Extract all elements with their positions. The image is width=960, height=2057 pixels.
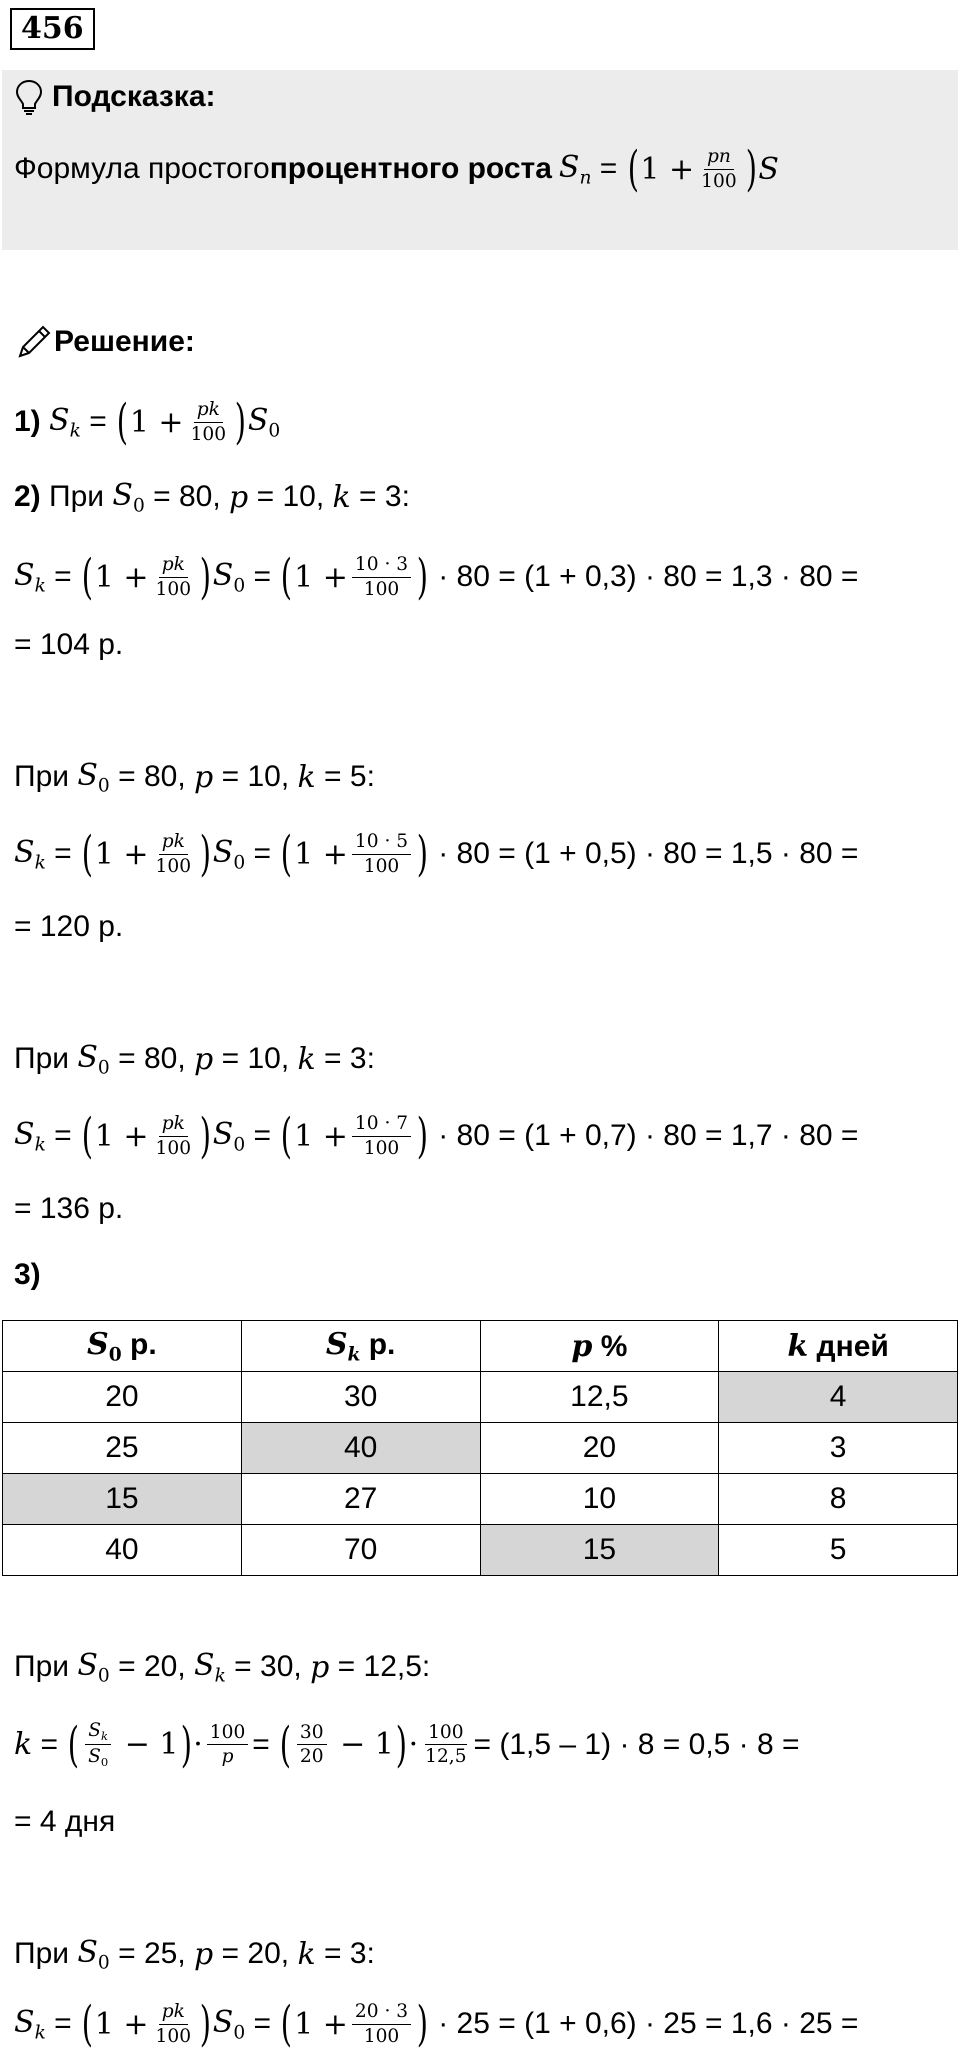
hint-title-text: Подсказка: (52, 80, 216, 113)
table-cell: 20 (480, 1423, 719, 1474)
table-header-row (3, 1321, 958, 1372)
hint-fraction: $\frac{pn}{100}$ (701, 146, 737, 192)
part2-condition-3: При $S_0$ = 80 , p = 10 , k = 3 : (14, 1040, 375, 1079)
hint-formula: Формула простого процентного роста $S_n$ = ( 1 + $\frac{pn}{100}$ ) S (14, 141, 779, 197)
table-cell: 3 (719, 1423, 958, 1474)
table-cell: 20 (3, 1372, 242, 1423)
table-cell-answer: 4 (719, 1372, 958, 1423)
part3-result-a: = 4 дня (14, 1805, 116, 1838)
table-cell: 30 (241, 1372, 480, 1423)
hint-title (14, 78, 216, 116)
part1-label: 1) (14, 405, 41, 438)
part3-formula-a: k = ( $\frac{S_k}{S_0}$ − 1 ) · $\frac{100}{p}$ = ( $\frac{30}{20}$ − 1 ) · $\frac{100}{12,5}$ = (1,5 – 1) · 8 = 0,5 · 8 = (14, 1716, 800, 1773)
pencil-icon (14, 322, 54, 362)
part2-condition-1: 2) При $S_0$ = 80 , p = 10 , k = 3 : (14, 478, 410, 517)
table-cell: 10 (480, 1474, 719, 1525)
table-cell: 40 (3, 1525, 242, 1576)
table-cell: 70 (241, 1525, 480, 1576)
part2-result-3: = 136 р. (14, 1192, 124, 1225)
table-cell: 8 (719, 1474, 958, 1525)
table-cell: 25 (3, 1423, 242, 1474)
table-row (3, 1372, 958, 1423)
table-cell-answer: 15 (3, 1474, 242, 1525)
part3-label: 3) (14, 1258, 41, 1291)
table-row (3, 1423, 958, 1474)
part3-condition-a: При $S_0$ = 20 , $S_k$ = 30 , p = 12,5 : (14, 1648, 431, 1687)
table-cell: 12,5 (480, 1372, 719, 1423)
header-k: k дней (719, 1321, 958, 1372)
part3-formula-b: $S_k$ = ( 1 + $\frac{pk}{100}$ ) $S_0$ = ( 1 + $\frac{20 \cdot 3}{100}$ ) · 25 = (1 + 0,6) · 25 = 1,6 · 25 = (14, 1996, 859, 2052)
hint-text-prefix: Формула простого (14, 152, 270, 185)
part2-formula-2: $S_k$ = ( 1 + $\frac{pk}{100}$ ) $S_0$ = ( 1 + $\frac{10 \cdot 5}{100}$ ) · 80 = (1 + 0,5) · 80 = 1,5 · 80 = (14, 826, 859, 882)
part2-condition-2: При $S_0$ = 80 , p = 10 , k = 5 : (14, 758, 375, 797)
part2-result-2: = 120 р. (14, 910, 124, 943)
part2-formula-1: $S_k$ = ( 1 + $\frac{pk}{100}$ ) $S_0$ = ( 1 + $\frac{10 \cdot 3}{100}$ ) · 80 = (1 + 0,3) · 80 = 1,3 · 80 = (14, 549, 859, 605)
task-number: 456 (10, 8, 95, 50)
part2-result-1: = 104 р. (14, 628, 124, 661)
hint-text-bold: процентного роста (269, 152, 552, 185)
table-cell-answer: 40 (241, 1423, 480, 1474)
part3-condition-b: При $S_0$ = 25 , p = 20 , k = 3 : (14, 1935, 375, 1974)
part2-formula-3: $S_k$ = ( 1 + $\frac{pk}{100}$ ) $S_0$ = ( 1 + $\frac{10 \cdot 7}{100}$ ) · 80 = (1 + 0,7) · 80 = 1,7 · 80 = (14, 1108, 859, 1164)
table-row (3, 1525, 958, 1576)
header-s0: $S_0$ р. (3, 1321, 242, 1372)
table-cell: 27 (241, 1474, 480, 1525)
part2-label: 2) (14, 480, 41, 514)
table-row (3, 1474, 958, 1525)
solution-title-text: Решение: (54, 325, 195, 358)
header-sk: $S_k$ р. (241, 1321, 480, 1372)
lightbulb-icon (14, 78, 44, 116)
part1-formula: 1) $S_k$ = ( 1 + $\frac{pk}{100}$ ) $S_0$ (14, 394, 281, 450)
data-table (2, 1320, 958, 1576)
table-cell-answer: 15 (480, 1525, 719, 1576)
solution-title (14, 322, 195, 362)
table-cell: 5 (719, 1525, 958, 1576)
header-p: p % (480, 1321, 719, 1372)
